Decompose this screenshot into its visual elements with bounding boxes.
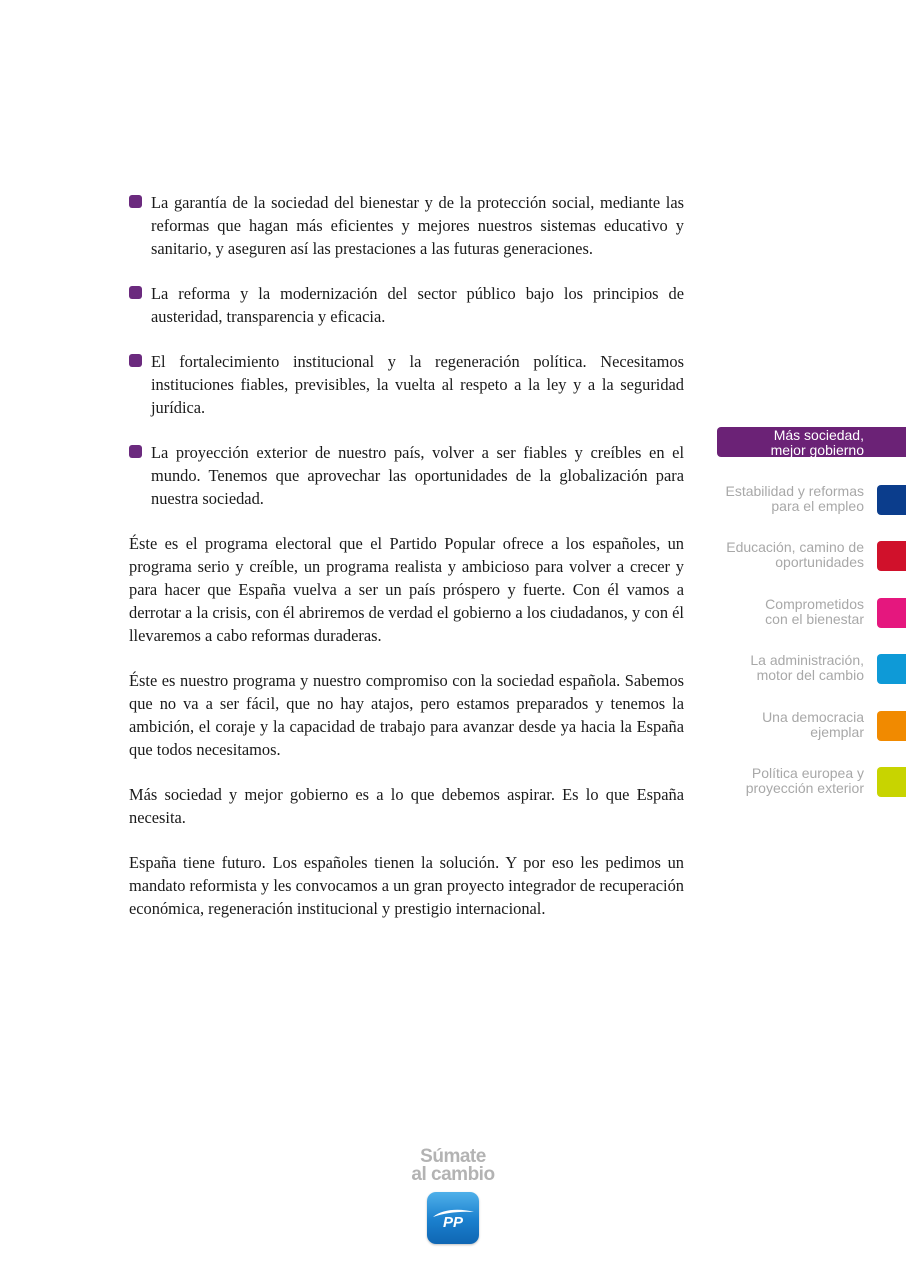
section-color-swatch <box>877 711 906 741</box>
slogan-line1: Súmate <box>420 1146 486 1167</box>
section-tab-label-line1: Educación, camino de <box>726 539 864 555</box>
section-tab-label-line1: Estabilidad y reformas <box>725 483 864 499</box>
section-tab-educacion[interactable] <box>700 540 906 572</box>
bullet-item <box>129 191 684 260</box>
section-color-swatch <box>877 598 906 628</box>
section-color-swatch <box>877 541 906 571</box>
paragraph: Más sociedad y mejor gobierno es a lo que debemos aspirar. Es lo que España necesita. <box>129 785 684 827</box>
section-color-swatch <box>877 485 906 515</box>
bullet-text: La garantía de la sociedad del bienestar y de la protección social, mediante las reformas que hagan más eficientes y mejores nuestros sistemas educativo y sanitario, y aseguren así las prestaciones a las futuras generaciones. <box>151 193 684 258</box>
section-tab-label-line2: proyección exterior <box>745 779 864 796</box>
slogan-line2: al cambio <box>411 1164 495 1185</box>
bullet-text: La reforma y la modernización del sector público bajo los principios de austeridad, transparencia y eficacia. <box>151 284 684 326</box>
pp-logo-text: PP <box>442 1214 464 1230</box>
slogan <box>390 1148 516 1184</box>
section-tab-label <box>694 597 864 626</box>
section-tab-administracion[interactable] <box>700 653 906 685</box>
section-tab-label <box>694 766 864 795</box>
section-tab-label <box>694 710 864 739</box>
bullet-square-icon <box>129 195 142 208</box>
paragraph: Éste es nuestro programa y nuestro compromiso con la sociedad española. Sabemos que no va a ser fácil, que no hay atajos, pero estamos preparados y tenemos la ambición, el coraje y la capacidad de trabajo para avanzar desde ya hacia la España que todos necesitamos. <box>129 671 684 759</box>
bullet-item <box>129 350 684 419</box>
section-tab-democracia[interactable] <box>700 710 906 742</box>
footer-brand <box>390 1148 516 1244</box>
section-tab-label-line1: Comprometidos <box>765 596 864 612</box>
section-tab-empleo[interactable] <box>700 484 906 516</box>
section-tab-label-line1: La administración, <box>750 652 864 668</box>
bullet-text: La proyección exterior de nuestro país, volver a ser fiables y creíbles en el mundo. Tenemos que aprovechar las oportunidades de la globalización para nuestra sociedad. <box>151 443 684 508</box>
section-tab-label <box>694 484 864 513</box>
section-tab-label-line2: ejemplar <box>810 723 864 740</box>
pp-logo-mark <box>430 1206 476 1230</box>
section-tab-label-line2: oportunidades <box>775 553 864 570</box>
section-tab-label-line1: Política europea y <box>751 765 864 781</box>
section-tab-bienestar[interactable] <box>700 597 906 629</box>
paragraph: España tiene futuro. Los españoles tienen la solución. Y por eso les pedimos un mandato reformista y les convocamos a un gran proyecto integrador de recuperación económica, regeneración institucional y prestigio internacional. <box>129 853 684 918</box>
bullet-text: El fortalecimiento institucional y la regeneración política. Necesitamos instituciones fiables, previsibles, la vuelta al respeto a la ley y a la seguridad jurídica. <box>151 352 684 417</box>
bullet-square-icon <box>129 354 142 367</box>
section-tab-exterior[interactable] <box>700 766 906 798</box>
section-tab-label-line1: Más sociedad, <box>773 427 864 443</box>
bullet-item <box>129 282 684 328</box>
bullet-square-icon <box>129 286 142 299</box>
section-tab-label-line2: motor del cambio <box>756 666 864 683</box>
paragraph: Éste es el programa electoral que el Partido Popular ofrece a los españoles, un programa serio y creíble, un programa realista y ambicioso para volver a crecer y para hacer que España vuelva a ser un país próspero y fuerte. Con él vamos a derrotar a la crisis, con él abriremos de verdad el gobierno a los ciudadanos, y con él llevaremos a cabo reformas duraderas. <box>129 534 684 645</box>
section-sidebar <box>700 0 906 1280</box>
section-tab-label <box>694 540 864 569</box>
section-color-swatch <box>877 767 906 797</box>
pp-logo-icon <box>427 1192 479 1244</box>
section-tab-label-line2: mejor gobierno <box>770 441 864 458</box>
bullet-item <box>129 441 684 510</box>
section-tab-label <box>694 653 864 682</box>
section-tab-label-line2: para el empleo <box>771 497 864 514</box>
section-color-swatch <box>877 654 906 684</box>
section-tab-label-line1: Una democracia <box>762 709 864 725</box>
section-tab-active[interactable] <box>717 427 906 457</box>
section-tab-label-line2: con el bienestar <box>765 610 864 627</box>
main-content <box>129 191 684 942</box>
bullet-square-icon <box>129 445 142 458</box>
